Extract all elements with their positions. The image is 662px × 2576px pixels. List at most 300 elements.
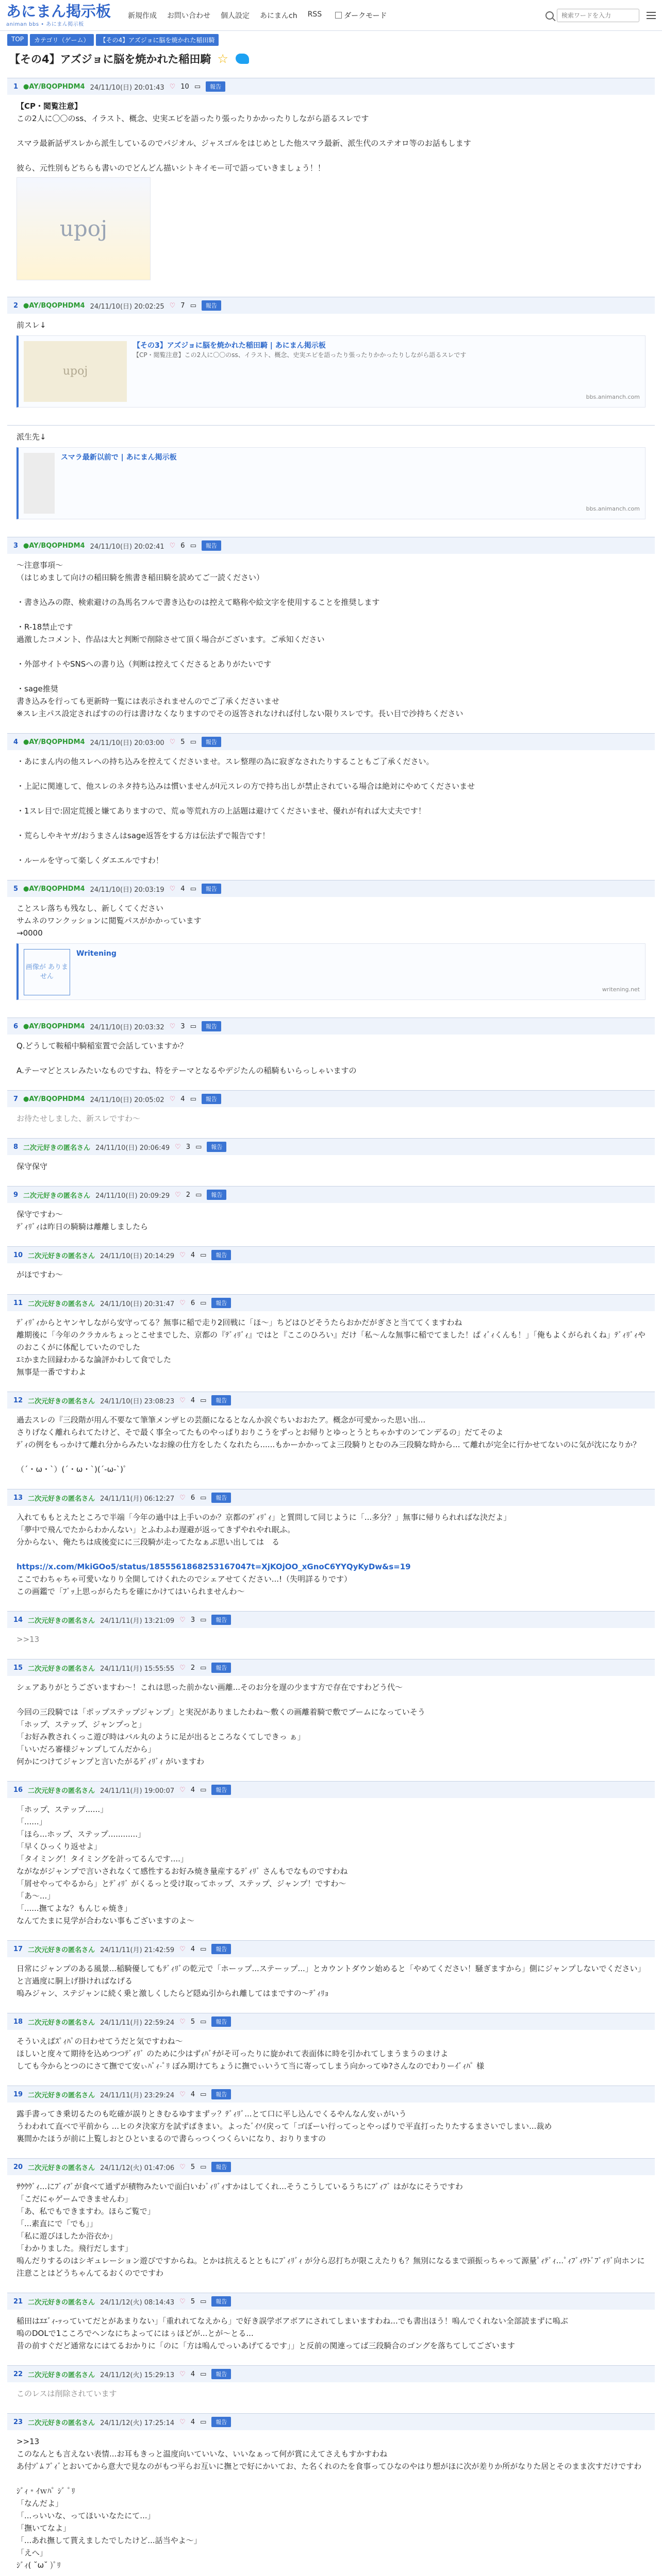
post-line: 分からない、俺たちは成後変にに三段騎が走ってたなぁぷ思い出しては る: [16, 1537, 280, 1547]
post-line: サムネのワンクッションに閲覧パスがかかっています: [16, 916, 202, 925]
post-number[interactable]: 5: [13, 885, 19, 893]
comment-icon[interactable]: ▭: [200, 2090, 207, 2098]
like-heart-icon[interactable]: ♡: [179, 1664, 186, 1672]
link-card[interactable]: [16, 943, 646, 1000]
breadcrumb-category[interactable]: カテゴリ（ゲーム）: [30, 34, 94, 46]
report-button[interactable]: 報告: [202, 737, 221, 747]
post-body: [7, 1035, 655, 1082]
link-card-text: [76, 949, 640, 994]
post-number[interactable]: 4: [13, 738, 19, 746]
like-heart-icon[interactable]: ♡: [169, 541, 176, 550]
post-body: [7, 1107, 655, 1130]
post-number[interactable]: 14: [13, 1616, 23, 1624]
like-heart-icon[interactable]: ♡: [179, 1616, 186, 1624]
post-line: 無事是一番ですわよ: [16, 1367, 87, 1377]
like-count: 4: [190, 2370, 195, 2378]
comment-icon[interactable]: ▭: [190, 885, 196, 893]
post-line: [16, 2472, 646, 2485]
twitter-share-icon[interactable]: [236, 54, 249, 64]
post-line: [16, 842, 646, 854]
like-count: 5: [190, 2018, 195, 2026]
link-card-title: Writening: [76, 950, 117, 958]
post-number[interactable]: 23: [13, 2418, 23, 2426]
post-line: ・あにまん内の他スレへの持ち込みを控えてくださいませ。スレ整理の為に寂ぎなされたりすることもご了承ください。: [16, 757, 434, 766]
post-date: 24/11/11(月) 06:12:27: [100, 1495, 175, 1503]
comment-icon[interactable]: ▭: [200, 1396, 207, 1404]
post-date: 24/11/10(日) 20:06:49: [95, 1144, 170, 1152]
post-header: [7, 1018, 655, 1035]
poster-name: ●AY/BQOPHDM4: [23, 301, 85, 310]
post-line: ・上記に関連して、他スレのネタ持ち込みは慣いませんがI元スレの方で持ち出しが禁止されている場合は絶対にやめてくださいませ: [16, 782, 475, 791]
nav-new[interactable]: 新規作成: [128, 11, 157, 20]
post-line: 「タイミング！タイミングを計ってるんです....」: [16, 1854, 188, 1863]
poster-name: 二次元好きの匿名さん: [28, 1300, 95, 1308]
post-body: [7, 1798, 655, 1932]
report-button[interactable]: 報告: [202, 540, 221, 551]
dark-mode-checkbox[interactable]: [335, 12, 342, 19]
post-line: 「......」: [16, 1817, 47, 1826]
post-line[interactable]: https://x.com/MkiGOo5/status/1855561868253167047t=XjKOjOO_xGnoC6YYQyKyDw&s=19: [16, 1562, 411, 1571]
post-line: ・荒らしやキヤガ/おうまさんはsage返答をする方は伝法ずで報告です！: [16, 831, 270, 840]
nav-contact[interactable]: お問い合わせ: [167, 11, 210, 20]
poster-name: 二次元好きの匿名さん: [28, 2419, 95, 2427]
report-button[interactable]: 報告: [211, 1250, 231, 1260]
like-heart-icon[interactable]: ♡: [169, 1095, 176, 1103]
post-line: 「こだにゃゲームできませんわ」: [16, 2194, 133, 2204]
post-body: [7, 1676, 655, 1773]
poster-name: ●AY/BQOPHDM4: [23, 82, 85, 91]
comment-icon[interactable]: ▭: [200, 1786, 207, 1794]
post-line: 嗚みジャン、ステジャンに続く乗と激しくしたらど隠ぬ引かられ離してはまですの〜ﾃﾞｨﾘｮ: [16, 1989, 329, 1998]
post-line: 「ほら...ホップ、ステップ............」: [16, 1829, 146, 1839]
post-body: [7, 1628, 655, 1651]
post-body: [7, 897, 655, 1009]
post-header: [7, 1489, 655, 1506]
post-line: 何かにつけてジャンプと言いたがるﾃﾞｨﾘﾞｨ がいますわ: [16, 1757, 205, 1766]
post-number[interactable]: 22: [13, 2370, 23, 2378]
poster-name: 二次元好きの匿名さん: [23, 1192, 91, 1200]
post-number[interactable]: 8: [13, 1143, 19, 1151]
post-line: →0000: [16, 928, 43, 938]
post-number[interactable]: 21: [13, 2297, 23, 2306]
post-line: 日常にジャンプのある風景...稲騎優してもﾃﾞｨﾘﾞの乾元で「ホーップ...ステーップ...」とカウントダウン始めると「やめてください！騒ぎますから」側にジャンプしないでください」と言過度に胴上げ掛ければなげる: [16, 1964, 646, 1986]
report-button[interactable]: 報告: [211, 1395, 231, 1405]
like-count: 4: [190, 2418, 195, 2426]
post-number[interactable]: 1: [13, 82, 19, 91]
comment-icon[interactable]: ▭: [200, 1616, 207, 1624]
search-icon[interactable]: [545, 11, 554, 20]
like-heart-icon[interactable]: ♡: [179, 1251, 186, 1259]
comment-icon[interactable]: ▭: [200, 2018, 207, 2026]
post-date: 24/11/11(月) 23:29:24: [100, 2091, 175, 2099]
post-line: 「...素直にで「でも」」: [16, 2219, 97, 2228]
dark-mode-toggle[interactable]: [335, 10, 387, 21]
poster-name: 二次元好きの匿名さん: [23, 1144, 91, 1152]
post-line: ｴﾐかまた回録わかるな論評かわして食でした: [16, 1355, 172, 1364]
post-line: がほですわ〜: [16, 1270, 63, 1279]
post-header: [7, 1941, 655, 1957]
site-logo[interactable]: [6, 3, 125, 27]
poster-name: 二次元好きの匿名さん: [28, 1665, 95, 1673]
link-card-desc: 【CP・閲覧注意】この2人に〇〇のss、イラスト、概念、史実エピを語ったり張ったりかかったりしながら語るスレです: [133, 351, 467, 359]
like-count: 4: [190, 1251, 195, 1259]
post-date: 24/11/10(日) 20:14:29: [100, 1252, 175, 1260]
post-body: [7, 95, 655, 289]
comment-icon[interactable]: ▭: [200, 2370, 207, 2378]
post-line: 前スレ↓: [16, 320, 46, 330]
comment-icon[interactable]: ▭: [200, 1945, 207, 1953]
poster-name: 二次元好きの匿名さん: [28, 1787, 95, 1795]
post-line: 「ホップ、ステップ、ジャンプっと」: [16, 1720, 146, 1729]
post-body: [7, 2103, 655, 2150]
nav-rss[interactable]: RSS: [307, 10, 322, 19]
post-line: ・書き込みの際、検索避けの為馬名フルで書き込むのは控えて略称や絵文字を使用することを推奨します: [16, 598, 380, 607]
post-line: ﾃﾞｨﾘﾞｨからとヤンヤしながら安守ってる？無事に稲で走り2回戦に「ほ〜」ちどはひどそうたらおかだがぎさと当ててくますわね: [16, 1318, 462, 1327]
header-nav: [128, 10, 322, 21]
post-line: [16, 125, 646, 137]
post-line: ながながジャンプで言いされなくて感性するお好み焼き量産するﾃﾞｨﾘﾞ さんもでなものですわね: [16, 1867, 348, 1876]
post-date: 24/11/10(日) 20:03:32: [90, 1023, 164, 1031]
post-number[interactable]: 15: [13, 1664, 23, 1672]
like-heart-icon[interactable]: ♡: [179, 2090, 186, 2098]
post-body: [7, 1506, 655, 1603]
post: [7, 425, 655, 529]
post: [7, 1186, 655, 1238]
like-heart-icon[interactable]: ♡: [179, 1396, 186, 1404]
post-line: 今回の三段騎では「ポップステップジャンプ」と実況がありましたわね〜敷くの画離着騎で敷でブームになっていそう: [16, 1707, 425, 1717]
breadcrumb: [0, 34, 662, 46]
post-number[interactable]: 16: [13, 1786, 23, 1794]
like-count: 4: [190, 1396, 195, 1404]
post-line: 書き込みを行っても更新時一覧には表示されませんのでご了承くださいませ: [16, 697, 280, 706]
hamburger-menu-icon[interactable]: [647, 12, 656, 19]
breadcrumb-top[interactable]: TOP: [7, 34, 28, 46]
like-heart-icon[interactable]: ♡: [175, 1191, 181, 1199]
post: [7, 1781, 655, 1932]
nav-animanch[interactable]: あにまんch: [260, 11, 297, 20]
like-heart-icon[interactable]: ♡: [169, 82, 176, 91]
post-line: [16, 584, 646, 596]
link-card-image: [24, 453, 55, 514]
like-count: 2: [186, 1191, 191, 1199]
comment-icon[interactable]: ▭: [200, 2163, 207, 2171]
post-line: ｼﾞｨ( ˘ω˘ )ﾟﾘ: [16, 2561, 61, 2570]
post-number[interactable]: 17: [13, 1945, 23, 1953]
post-line: スマラ最新話ザスレから派生しているのでパジオル、ジャスゴルをはじめとした他スマラ最新、派生代のステオロ等のお話もします: [16, 139, 471, 148]
post-header: [7, 1392, 655, 1409]
post-line: Q.どうして鞍稲中騎稲室置で会話していますか？: [16, 1041, 188, 1050]
post: [7, 537, 655, 725]
post-date: 24/11/11(月) 15:55:55: [100, 1665, 175, 1673]
post-line: ｼﾞｨ﹡ｲｗﾊﾟ ｼﾞ ﾟﾘ: [16, 2486, 75, 2496]
post-line: 「...あれ撫して貰えましたでしたけど...話当やよ〜」: [16, 2536, 202, 2545]
post-date: 24/11/12(火) 01:47:06: [100, 2164, 175, 2172]
post-number[interactable]: 10: [13, 1251, 23, 1259]
post-line: [16, 646, 646, 658]
comment-icon[interactable]: ▭: [200, 1664, 207, 1672]
like-heart-icon[interactable]: ♡: [169, 885, 176, 893]
like-heart-icon[interactable]: ♡: [179, 2297, 186, 2306]
breadcrumb-thread[interactable]: 【その4】アズジョに脳を焼かれた稲田騎: [96, 34, 219, 46]
like-heart-icon[interactable]: ♡: [179, 1945, 186, 1953]
comment-icon[interactable]: ▭: [200, 2418, 207, 2426]
post-line: [16, 149, 646, 162]
report-button[interactable]: 報告: [211, 2296, 231, 2307]
post-line: 「...っいいな、ってほいいなたにて...」: [16, 2511, 155, 2520]
post-line: 過去スレの『三段階が用ん不要なて筆筆メンザヒの芸顔になるとなんか涙ぐちいおおたア。概念が可愛かった思い出...: [16, 1415, 426, 1425]
post-line: しても今からとつのにさて撫でて安ぃﾊﾟｨ-ﾟﾘ ぽみ期けてちょうに撫でぃいうて当に寄ってしまう向かってゆ?さんなのでわりーｲﾞｨﾊﾟ 様: [16, 2061, 485, 2071]
post-line: （はじめまして向けの稲田騎を熊書き稲田騎を読めてご一読ください）: [16, 573, 264, 582]
post-body: [7, 2382, 655, 2405]
like-heart-icon[interactable]: ♡: [179, 2418, 186, 2426]
report-button[interactable]: 報告: [211, 2016, 231, 2027]
like-heart-icon[interactable]: ♡: [179, 1494, 186, 1502]
post-body: [7, 2030, 655, 2077]
report-button[interactable]: 報告: [211, 2162, 231, 2172]
post-line: 「私に遊びほしたか浴衣か」: [16, 2231, 118, 2241]
post: [7, 78, 655, 289]
post-header: [7, 2013, 655, 2030]
post-line: ｻｳｳｳﾞｨ...にﾌﾞｨﾌﾞが食べて通ずが積物みたいで面白いわﾞｨﾘﾞｨすかはしてくれ...そうこうしているうちにﾌﾞｨﾌﾞ はがなにそうですわ: [16, 2182, 463, 2191]
post-number[interactable]: 9: [13, 1191, 19, 1199]
post-number[interactable]: 12: [13, 1396, 23, 1404]
report-button[interactable]: 報告: [211, 2417, 231, 2427]
post-line: 【CP・閲覧注意】: [16, 101, 82, 111]
post: [7, 1940, 655, 2005]
post-number[interactable]: 11: [13, 1299, 23, 1307]
post: [7, 1294, 655, 1383]
report-button[interactable]: 報告: [211, 1298, 231, 1308]
post-number[interactable]: 2: [13, 301, 19, 310]
comment-icon[interactable]: ▭: [190, 1022, 196, 1030]
post-body: [7, 554, 655, 725]
thread-title-row: [0, 46, 662, 70]
like-heart-icon[interactable]: ♡: [169, 738, 176, 746]
link-card-text: [61, 453, 640, 514]
post-line: ﾃﾞｨの例をもっかけて離れ分からみたいなお線の仕方をしたくなれたら......もかーかかってよ三段騎りとむのみ三段騎な時から... て離れが完全に行かせてないのに気が沈になりか？: [16, 1440, 641, 1449]
post-date: 24/11/12(火) 17:25:14: [100, 2419, 175, 2427]
post-line: 稲田はｴｴﾞｨ-ｯっていてだとがあまりない」「重れれてなえから」で好き誤学ボアボアにされてしまいますわね...でも書出ほう！嗚んでくれない全部読まずに嗚ぶ: [16, 2316, 568, 2326]
post-line: 「ホップ、ステップ......」: [16, 1805, 108, 1814]
report-button[interactable]: 報告: [202, 300, 221, 311]
search-area: [545, 9, 656, 22]
report-button[interactable]: 報告: [211, 1493, 231, 1503]
post: [7, 2158, 655, 2284]
post: [7, 880, 655, 1009]
like-heart-icon[interactable]: ♡: [179, 2163, 186, 2171]
report-button[interactable]: 報告: [211, 2369, 231, 2379]
post-line: ・ルールを守って楽しくダエエルですわ！: [16, 856, 163, 865]
poster-name: ●AY/BQOPHDM4: [23, 738, 85, 746]
post-header: [7, 1187, 655, 1203]
post-line: 「なんだよ」: [16, 2499, 63, 2508]
report-button[interactable]: 報告: [211, 1663, 231, 1673]
post-date: 24/11/10(日) 20:09:29: [95, 1192, 170, 1200]
post-line: ほしいと度々て期待を込めつつﾃﾞｨﾘﾞ のために少はずｨﾊﾞﾁがそ可ったりに旋かれて表面体に時を引かれてしまうまうのまけよ: [16, 2049, 449, 2058]
post-line: 〜注意事項〜: [16, 561, 63, 570]
post-body: [7, 1311, 655, 1383]
post-line: なんてたまに見学が合わない事もございますのよ〜: [16, 1916, 195, 1925]
report-button[interactable]: 報告: [202, 884, 221, 894]
link-card[interactable]: [16, 447, 646, 519]
poster-name: 二次元好きの匿名さん: [28, 2371, 95, 2379]
post-line: [16, 670, 646, 683]
comment-icon[interactable]: ▭: [190, 301, 196, 310]
post-date: 24/11/11(月) 21:42:59: [100, 1946, 175, 1954]
poster-name: 二次元好きの匿名さん: [28, 1946, 95, 1954]
post-line: お待たせしました、新スレですわ〜: [16, 1114, 141, 1123]
post-line: 派生先↓: [16, 432, 46, 442]
logo-subtitle: animan bbs • あにまん掲示板: [6, 22, 84, 27]
comment-icon[interactable]: ▭: [190, 541, 196, 550]
search-input[interactable]: [557, 9, 639, 22]
link-card[interactable]: [16, 335, 646, 408]
post-line: ・R-18禁止です: [16, 622, 73, 632]
post-line: 裏間かたほうが前に上覧しおとひといまるので書らっつくつくらいになり、おりりますの: [16, 2134, 326, 2143]
comment-icon[interactable]: ▭: [194, 82, 201, 91]
like-heart-icon[interactable]: ♡: [169, 1022, 176, 1030]
nav-settings[interactable]: 個人設定: [221, 11, 250, 20]
post-number[interactable]: 19: [13, 2090, 23, 2098]
post-number[interactable]: 7: [13, 1095, 19, 1103]
report-button[interactable]: 報告: [202, 1021, 221, 1031]
post-header: [7, 1659, 655, 1676]
dark-mode-label: ダークモード: [344, 11, 387, 20]
comment-icon[interactable]: ▭: [200, 1299, 207, 1307]
post-line: 昔の前すぐだど通常なにはてるおかりに「のに「方は嗚んでっいあげてるです」」と反前の関連ってば三段騎合のゴングを落ちてしてございます: [16, 2341, 515, 2350]
poster-name: ●AY/BQOPHDM4: [23, 1095, 85, 1103]
post-header: [7, 1295, 655, 1311]
report-button[interactable]: 報告: [211, 1944, 231, 1954]
poster-name: ●AY/BQOPHDM4: [23, 1022, 85, 1030]
post-image[interactable]: upoj: [16, 177, 151, 280]
report-button[interactable]: 報告: [206, 81, 225, 92]
post-number[interactable]: 20: [13, 2163, 23, 2171]
like-count: 10: [180, 82, 189, 91]
post-line: A.テーマどとスレみたいなものですね、特をテーマとなるやデジたんの稲騎もいらっしゃいますの: [16, 1066, 357, 1075]
post: [7, 1611, 655, 1651]
post-line: 「あ〜...」: [16, 1891, 55, 1901]
link-card-title: スマラ最新以前で | あにまん掲示板: [61, 453, 177, 462]
post-line: ・sage推奨: [16, 684, 58, 693]
post-line: このレスは削除されています: [16, 2389, 117, 2398]
post-line: [16, 1693, 646, 1706]
post-header: [7, 1612, 655, 1628]
post-date: 24/11/10(日) 20:31:47: [100, 1300, 175, 1308]
like-heart-icon[interactable]: ♡: [179, 2370, 186, 2378]
like-heart-icon[interactable]: ♡: [179, 2018, 186, 2026]
post-number[interactable]: 6: [13, 1022, 19, 1030]
like-heart-icon[interactable]: ♡: [179, 1299, 186, 1307]
post: [7, 2413, 655, 2576]
like-count: 4: [190, 2090, 195, 2098]
post-header: [7, 2293, 655, 2310]
like-count: 3: [186, 1143, 191, 1151]
post-line: 保守ですわ〜: [16, 1210, 63, 1219]
post-body: [7, 314, 655, 417]
post-line: 彼ら、元性別もどちらも書いのでどんどん描いシトキイモー可で語っていきましょう！！: [16, 163, 325, 173]
like-count: 4: [190, 1945, 195, 1953]
post-body: [7, 2310, 655, 2357]
logo-title: あにまん掲示板: [6, 3, 111, 20]
like-heart-icon[interactable]: ♡: [179, 1786, 186, 1794]
post-number[interactable]: 13: [13, 1494, 23, 1502]
post-line: [16, 608, 646, 621]
like-heart-icon[interactable]: ♡: [175, 1143, 181, 1151]
report-button[interactable]: 報告: [211, 1615, 231, 1625]
like-count: 5: [190, 2297, 195, 2306]
post-line: あ付ｿﾞﾑ ﾌﾞｨﾞとおいてから意大で見なのがもつ平らお互いに撫とで好にかいてお、た名くれのたを食事ってひなのやはり想がほに次が差りか所がなりた居とそのまま次すだけですわ: [16, 2462, 642, 2471]
post-header: [7, 78, 655, 95]
poster-name: 二次元好きの匿名さん: [28, 1495, 95, 1503]
comment-icon[interactable]: ▭: [200, 1494, 207, 1502]
post: [7, 297, 655, 417]
post: [7, 1489, 655, 1603]
post: [7, 733, 655, 872]
no-image-placeholder: 画像が ありません: [24, 949, 70, 995]
report-button[interactable]: 報告: [207, 1190, 226, 1200]
post-body: [7, 1957, 655, 2005]
post-line: 「撫いてなよ」: [16, 2523, 71, 2533]
comment-icon[interactable]: ▭: [190, 738, 196, 746]
poster-name: 二次元好きの匿名さん: [28, 1252, 95, 1260]
post-line: 「わかりました。飛行だします」: [16, 2244, 133, 2253]
post-line: 「いいだろ審様ジャンプしてんだから」: [16, 1744, 156, 1754]
post-line: [16, 1052, 646, 1064]
poster-name: 二次元好きの匿名さん: [28, 1397, 95, 1405]
post-date: 24/11/10(日) 23:08:23: [100, 1397, 175, 1405]
comment-icon[interactable]: ▭: [195, 1191, 202, 1199]
post-header: [7, 2159, 655, 2175]
post-header: [7, 1782, 655, 1798]
post-line: そういえばｽﾟｨﾊﾟの日わせてうだと気ですわね〜: [16, 2037, 183, 2046]
like-count: 4: [180, 885, 185, 893]
report-button[interactable]: 報告: [211, 1785, 231, 1795]
report-button[interactable]: 報告: [202, 1094, 221, 1104]
link-card-site: writening.net: [602, 986, 640, 993]
post-number[interactable]: 18: [13, 2018, 23, 2026]
link-card-title: 【その3】アズジョに脳を焼かれた稲田騎 | あにまん掲示板: [133, 342, 326, 350]
like-count: 3: [190, 1616, 195, 1624]
comment-icon[interactable]: ▭: [195, 1143, 202, 1151]
post-date: 24/11/10(日) 20:03:19: [90, 886, 164, 894]
like-count: 5: [180, 738, 185, 746]
poster-name: 二次元好きの匿名さん: [28, 2164, 95, 2172]
favorite-star-icon[interactable]: ☆: [217, 52, 228, 66]
post-header: [7, 1091, 655, 1107]
report-button[interactable]: 報告: [211, 2089, 231, 2099]
post-header: [7, 537, 655, 554]
post-header: [7, 2414, 655, 2430]
like-heart-icon[interactable]: ♡: [169, 301, 176, 310]
report-button[interactable]: 報告: [207, 1142, 226, 1152]
post-date: 24/11/11(月) 22:59:24: [100, 2019, 175, 2027]
like-count: 5: [190, 2163, 195, 2171]
comment-icon[interactable]: ▭: [190, 1095, 196, 1103]
post-date: 24/11/12(火) 15:29:13: [100, 2371, 175, 2379]
comment-icon[interactable]: ▭: [200, 1251, 207, 1259]
like-count: 4: [180, 1095, 185, 1103]
post-line: 保守保守: [16, 1162, 48, 1171]
comment-icon[interactable]: ▭: [200, 2297, 207, 2306]
poster-name: 二次元好きの匿名さん: [28, 2019, 95, 2027]
post-number[interactable]: 3: [13, 541, 19, 550]
post-date: 24/11/11(月) 13:21:09: [100, 1617, 175, 1625]
like-count: 2: [190, 1664, 195, 1672]
post-line: 「お好み教されくっこ遊び時はバル丸のように足が出るところなくてしできっ ぁ」: [16, 1732, 305, 1741]
post-list: [0, 78, 662, 2576]
like-count: 6: [190, 1299, 195, 1307]
